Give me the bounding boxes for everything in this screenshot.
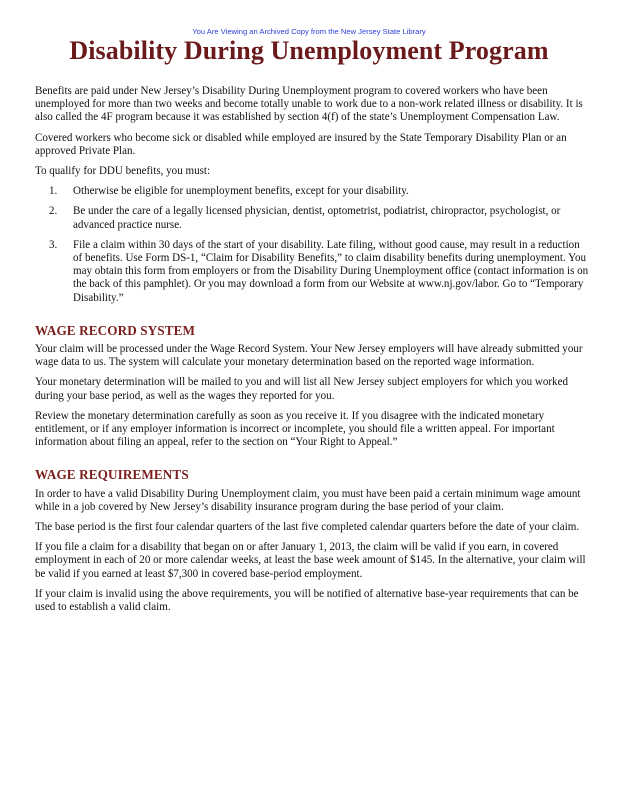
qualification-list [35, 185, 590, 305]
intro-paragraph: To qualify for DDU benefits, you must: [35, 165, 211, 178]
section-paragraph: Your claim will be processed under the Wage Record System. Your New Jersey employers will have already submitted your wage data to us. The system will calculate your monetary determination based on the reported wage information. [35, 343, 583, 369]
intro-paragraph: Covered workers who become sick or disabled while employed are insured by the State Temporary Disability Plan or an approved Private Plan. [35, 131, 567, 157]
section-paragraph: If you file a claim for a disability that began on or after January 1, 2013, the claim will be valid if you earn, in covered employment in each of 20 or more calendar weeks, at least the base week amount of $145. In the alternative, your claim will be valid if you earned at least $7,300 in covered base-period employment. [35, 541, 586, 580]
section-paragraph: Your monetary determination will be mailed to you and will list all New Jersey subject employers for which you worked during your base period, as well as the wages they reported for you. [35, 376, 569, 402]
list-number: 2. [49, 205, 58, 218]
list-number: 3. [49, 238, 58, 251]
list-item-text: Otherwise be eligible for unemployment benefits, except for your disability. [73, 185, 409, 198]
page-title: Disability During Unemployment Program [69, 36, 549, 65]
list-item-text: File a claim within 30 days of the start of your disability. Late filing, without good cause, may result in a reduction of benefits. Use Form DS-1, “Claim for Disability Benefits,” to claim disability benefits during unemployment. You may obtain this form from employers or from the Disability During Unemployment office (contact information is on the back of this pamphlet). Or you may download a form from our Website at www.nj.gov/labor. Go to “Temporary Disability.” [73, 238, 589, 304]
section-heading-wage-record: WAGE RECORD SYSTEM [35, 322, 196, 338]
list-number: 1. [49, 185, 58, 198]
document-body [35, 85, 590, 621]
list-item-text: Be under the care of a legally licensed physician, dentist, optometrist, podiatrist, chiropractor, psychologist, or advanced practice nurse. [73, 205, 561, 231]
archive-notice: You Are Viewing an Archived Copy from the New Jersey State Library [192, 27, 426, 36]
section-paragraph: In order to have a valid Disability During Unemployment claim, you must have been paid a certain minimum wage amount while in a job covered by New Jersey’s disability insurance program during the base period of your claim. [35, 487, 581, 513]
list-item [35, 185, 590, 198]
section-paragraph: The base period is the first four calendar quarters of the last five completed calendar quarters before the date of your claim. [35, 521, 580, 534]
section-heading-wage-requirements: WAGE REQUIREMENTS [35, 467, 189, 483]
intro-paragraph: Benefits are paid under New Jersey’s Disability During Unemployment program to covered workers who have been unemployed for more than two weeks and become totally unable to work due to a non-work related illness or disability. It is also called the 4F program because it was established by section 4(f) of the state’s Unemployment Compensation Law. [35, 85, 583, 124]
section-paragraph: If your claim is invalid using the above requirements, you will be notified of alternative base-year requirements that can be used to establish a valid claim. [35, 587, 579, 614]
list-item [35, 239, 590, 305]
list-item [35, 205, 590, 231]
section-paragraph: Review the monetary determination carefully as soon as you receive it. If you disagree with the indicated monetary entitlement, or if any employer information is incorrect or incomplete, you should file a written appeal. For important information about filing an appeal, refer to the section on “Your Right to Appeal.” [35, 409, 555, 449]
